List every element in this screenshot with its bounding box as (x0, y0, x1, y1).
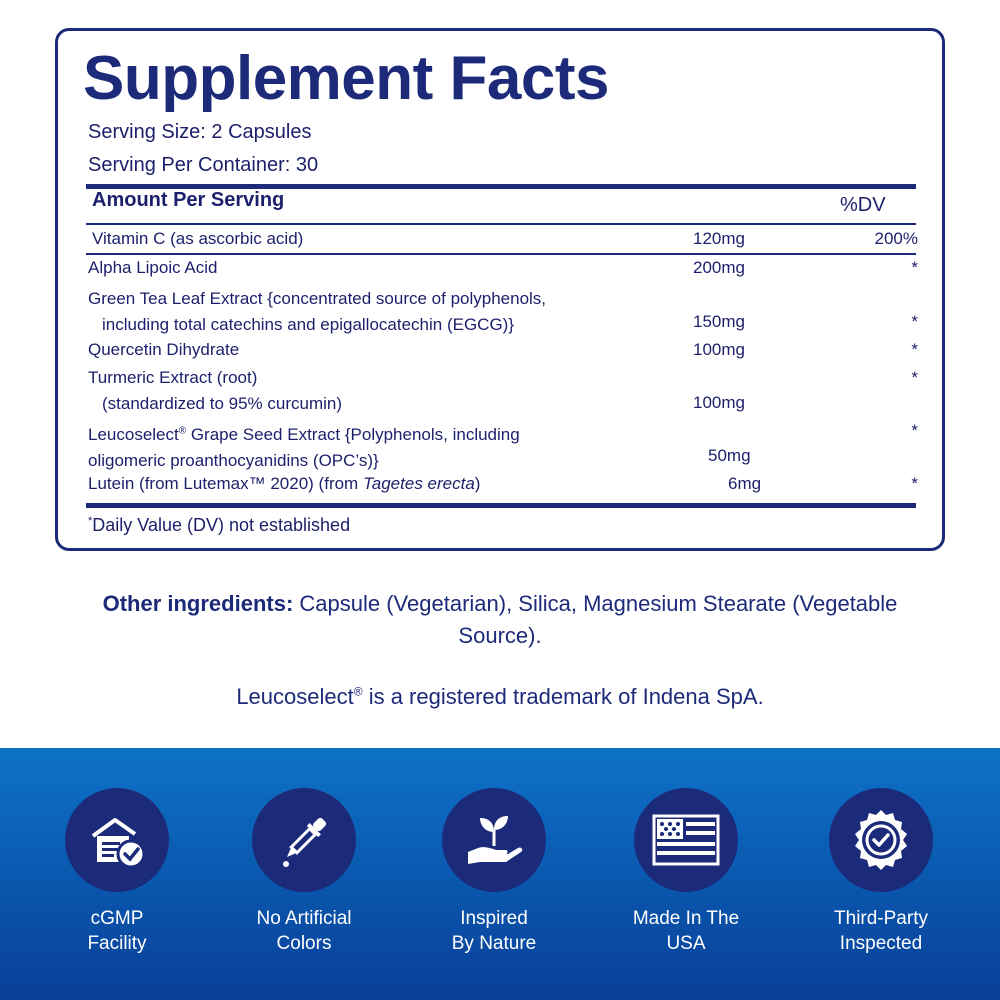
other-ingredients-text: Capsule (Vegetarian), Silica, Magnesium Stearate (Vegetable Source). (293, 591, 898, 648)
serving-size: Serving Size: 2 Capsules (88, 121, 312, 143)
nutrient-name: Quercetin Dihydrate (88, 340, 240, 359)
badge-label: cGMP Facility (87, 908, 147, 954)
nutrient-dv: * (911, 368, 918, 387)
nutrient-name (88, 365, 342, 417)
badge-third-party-inspected (801, 788, 961, 956)
name-start: Lutein (from Lutemax™ 2020) (from (88, 474, 363, 493)
supplement-facts-panel (55, 28, 945, 551)
badge-label: Third-Party Inspected (834, 908, 928, 954)
nutrient-name (88, 286, 546, 338)
nutrient-dv: * (911, 474, 918, 493)
facility-check-icon (85, 808, 149, 872)
other-ingredients (60, 588, 940, 652)
brand-name: Leucoselect (88, 424, 179, 444)
features-banner (0, 748, 1000, 1000)
nutrient-amount: 200mg (693, 258, 745, 277)
badge-label: Inspired By Nature (451, 908, 537, 954)
plant-hand-icon (462, 808, 526, 872)
nutrient-name-line2: including total catechins and epigallocatechin (EGCG)} (102, 315, 515, 334)
trademark-brand: Leucoselect (236, 684, 354, 709)
us-flag-icon (652, 814, 720, 866)
nutrient-name (88, 418, 520, 474)
divider-thick (86, 503, 916, 508)
dv-header: %DV (840, 194, 886, 216)
nutrient-name-line2: oligomeric proanthocyanidins (OPC’s)} (88, 450, 379, 470)
badge-cgmp (37, 788, 197, 956)
registered-mark: ® (178, 425, 187, 436)
amount-per-serving-header: Amount Per Serving (92, 189, 285, 211)
badge-made-in-usa (606, 788, 766, 956)
trademark-text: is a registered trademark of Indena SpA. (362, 684, 764, 709)
nutrient-amount: 120mg (693, 229, 745, 248)
nutrient-amount: 100mg (693, 393, 745, 412)
nutrient-name: Alpha Lipoic Acid (88, 258, 218, 277)
facts-title: Supplement Facts (83, 44, 609, 113)
nutrient-amount: 50mg (708, 446, 751, 465)
badge-no-artificial-colors (224, 788, 384, 956)
nutrient-dv: * (911, 421, 918, 440)
trademark-notice (60, 684, 940, 710)
nutrient-name-line1 (88, 425, 520, 444)
nutrient-amount: 150mg (693, 312, 745, 331)
footnote-star: * (88, 515, 93, 527)
nutrient-amount: 100mg (693, 340, 745, 359)
servings-per-container: Serving Per Container: 30 (88, 154, 319, 176)
nutrient-amount: 6mg (728, 474, 762, 493)
nutrient-name: Vitamin C (as ascorbic acid) (92, 229, 304, 248)
name-end: ) (474, 474, 481, 493)
divider-thin (86, 223, 916, 225)
nutrient-dv: * (911, 312, 918, 331)
footnote-text: Daily Value (DV) not established (92, 515, 351, 535)
species-name: Tagetes erecta (362, 474, 475, 493)
nutrient-name-line1: Green Tea Leaf Extract {concentrated source of polyphenols, (88, 289, 547, 308)
nutrient-name-line1: Turmeric Extract (root) (88, 368, 258, 387)
inspected-seal-icon (848, 807, 914, 873)
name-rest: Grape Seed Extract {Polyphenols, including (186, 424, 520, 444)
badge-label: Made In The USA (632, 908, 740, 954)
dropper-icon (272, 808, 336, 872)
nutrient-name-line2: (standardized to 95% curcumin) (102, 394, 343, 413)
badge-inspired-by-nature (414, 788, 574, 956)
badge-label: No Artificial Colors (256, 908, 352, 954)
registered-mark: ® (353, 684, 363, 699)
nutrient-name (88, 471, 480, 497)
footnote (88, 515, 350, 536)
nutrient-dv: * (911, 340, 918, 359)
other-ingredients-label: Other ingredients: (102, 591, 294, 616)
nutrient-dv: * (911, 258, 918, 277)
nutrient-dv: 200% (874, 229, 918, 248)
